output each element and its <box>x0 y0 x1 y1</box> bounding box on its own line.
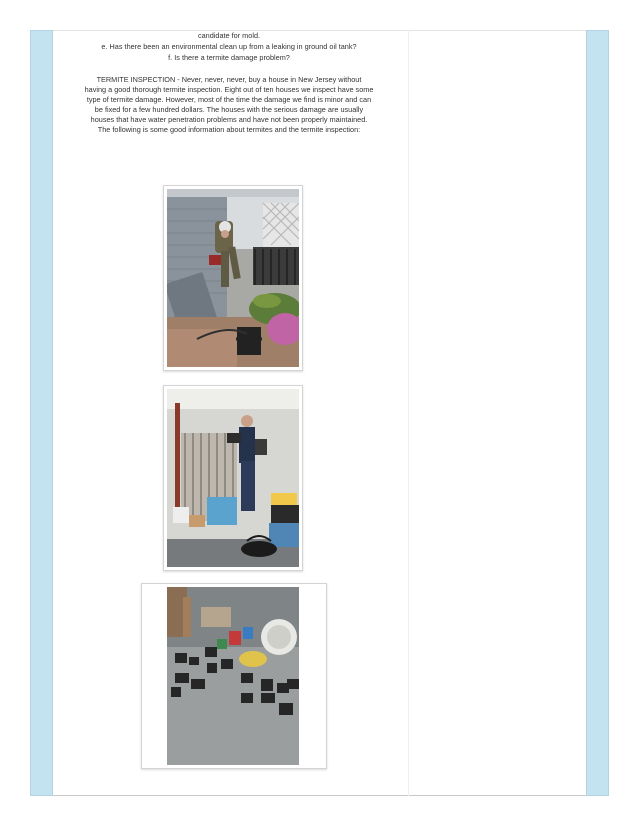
text-line-termite-question: f. Is there a termite damage problem? <box>168 53 290 62</box>
paragraph-line: houses that have water penetration problems and have not been properly maintained. <box>90 114 368 124</box>
photo-termite-bait-stations <box>167 587 299 765</box>
right-margin-band <box>586 30 609 796</box>
photo-garage-inspection <box>167 389 299 567</box>
text-line-oil-tank: e. Has there been an environmental clean up from a leaking in ground oil tank? <box>101 42 357 51</box>
termite-inspection-paragraph <box>68 75 390 134</box>
paragraph-line: be fixed for a few hundred dollars. The houses with the serious damage are usually <box>94 104 364 114</box>
paragraph-line: TERMITE INSPECTION - Never, never, never, buy a house in New Jersey without <box>96 75 362 84</box>
paragraph-line: The following is some good information about termites and the termite inspection: <box>97 124 361 134</box>
photo-exterior-inspection <box>167 189 299 367</box>
column-divider <box>408 30 409 796</box>
paragraph-line: type of termite damage. However, most of the time the damage we find is minor and can <box>86 94 372 104</box>
text-line-mold: candidate for mold. <box>197 31 261 40</box>
paragraph-line: having a good thorough termite inspection. Eight out of ten houses we inspect have some <box>84 84 374 94</box>
left-margin-band <box>30 30 53 796</box>
